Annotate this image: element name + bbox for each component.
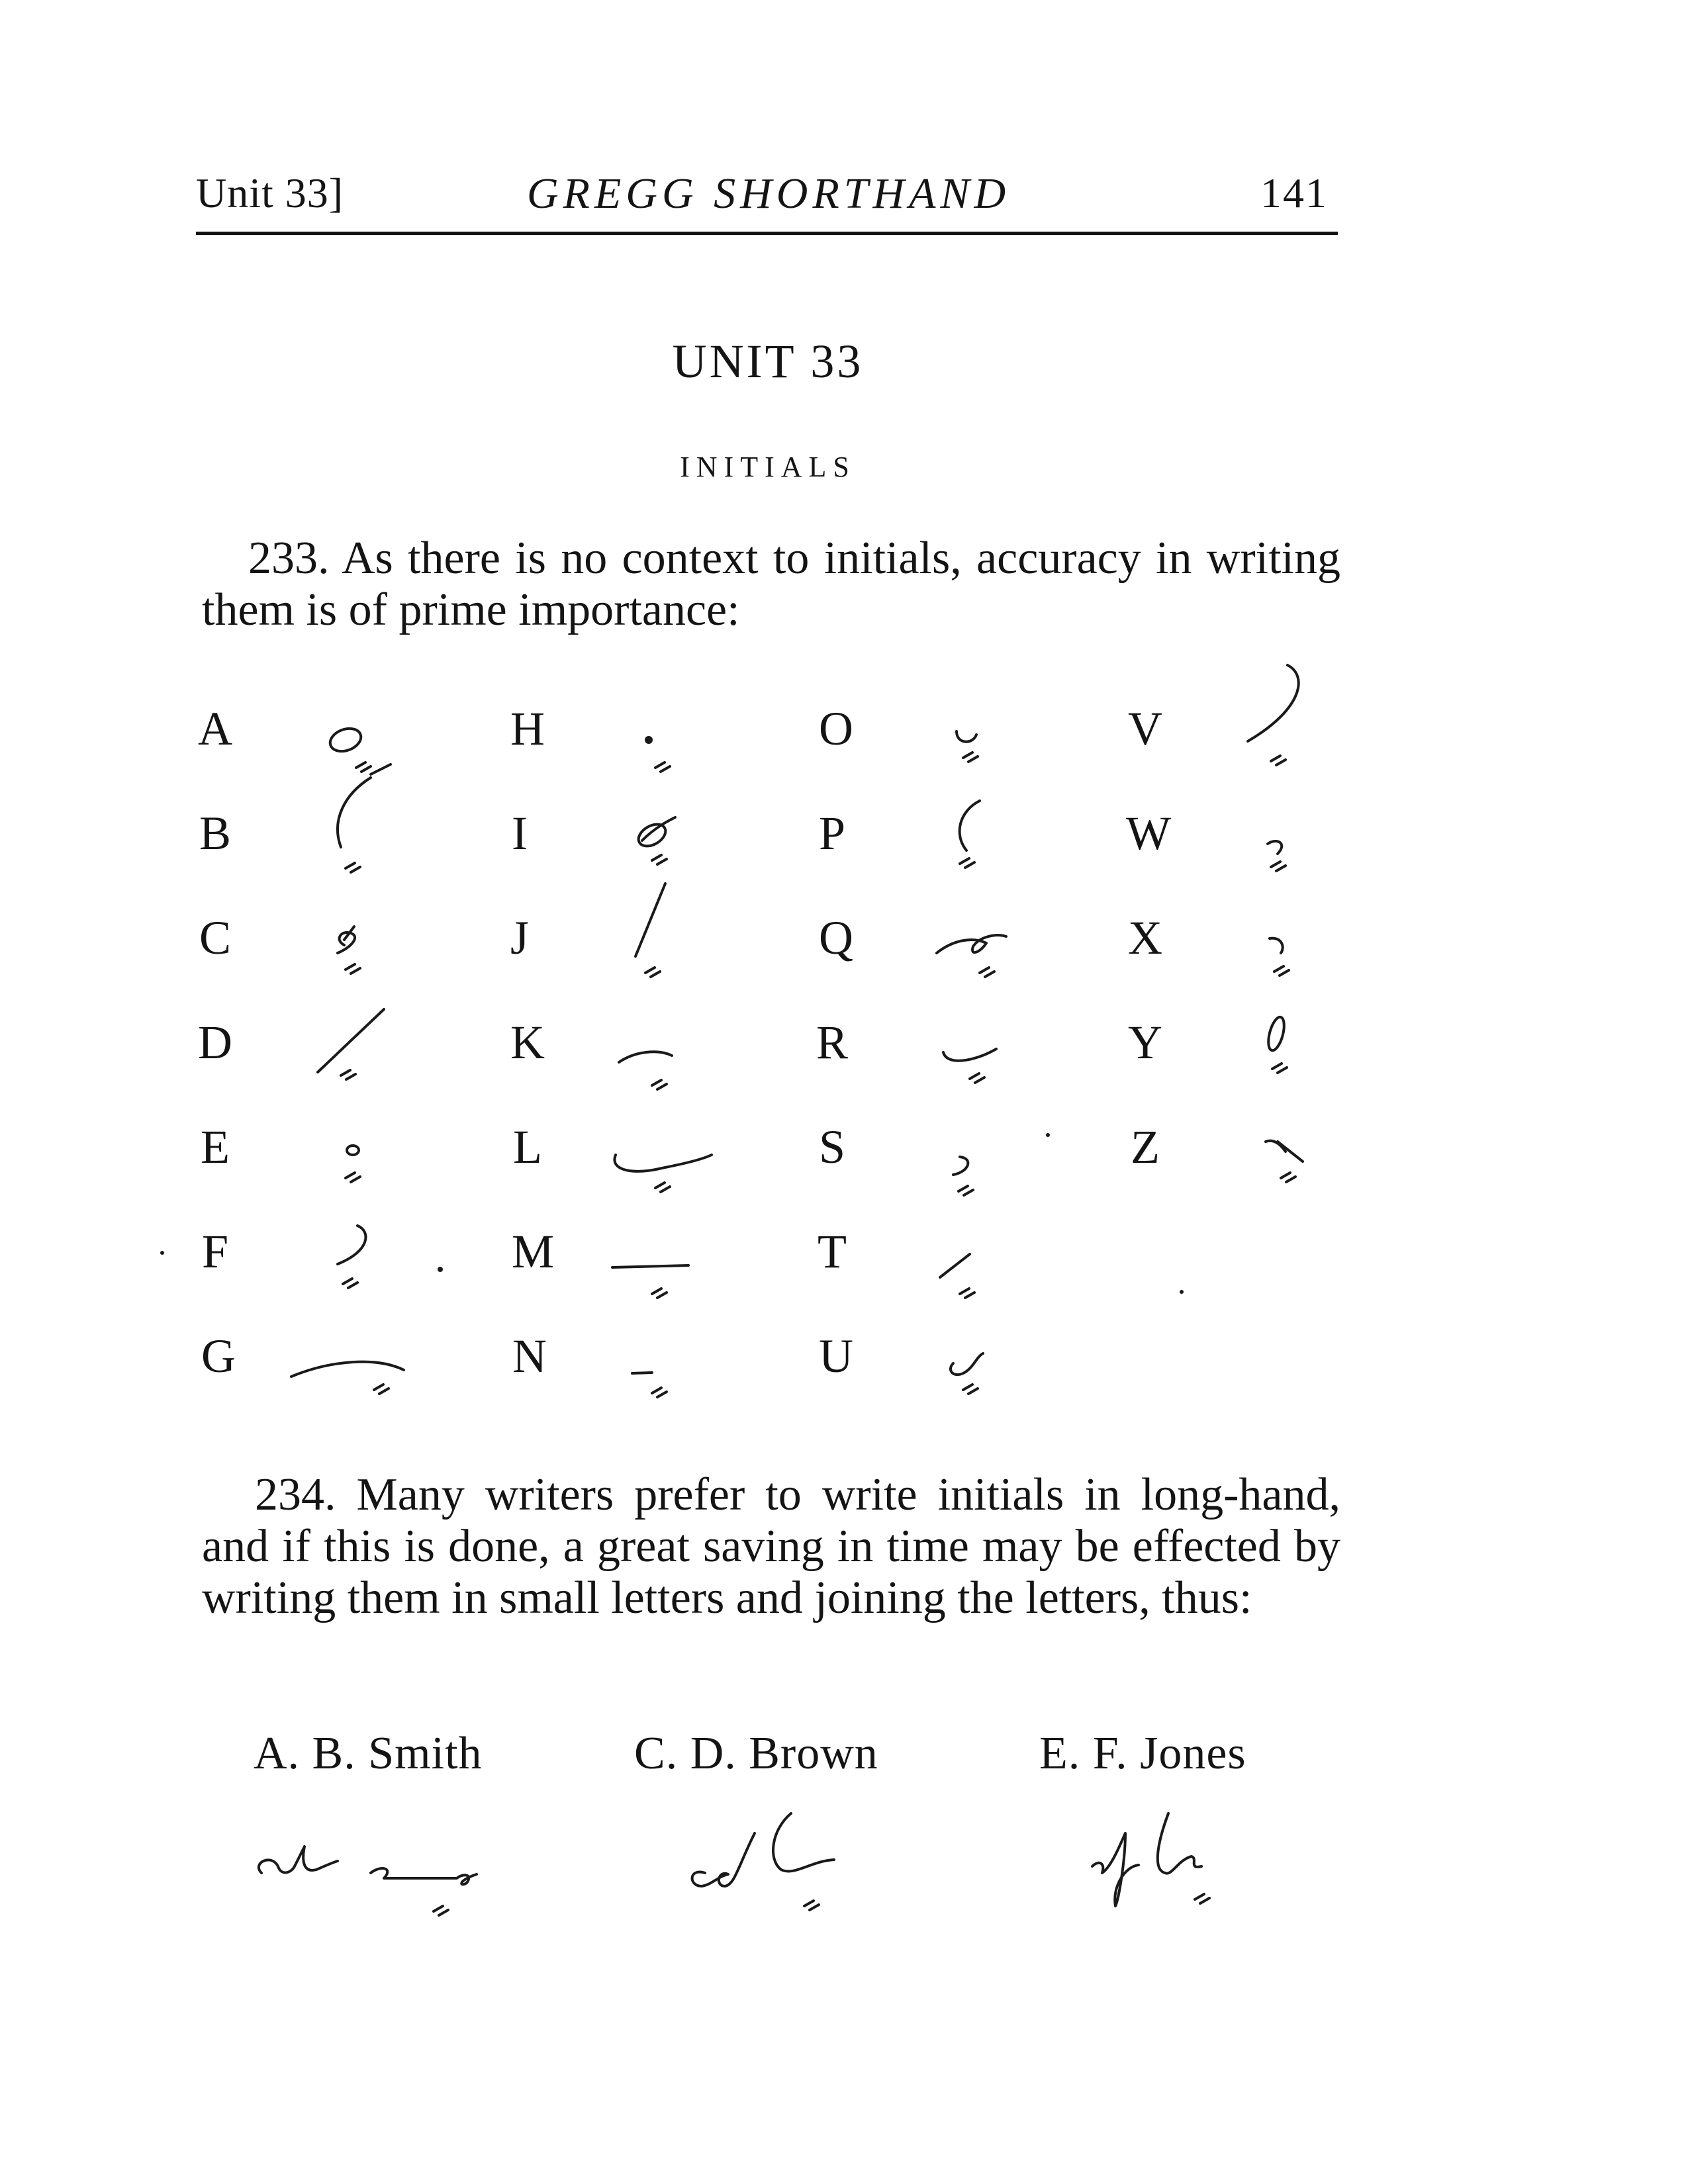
example-name: C. D. Brown <box>634 1728 878 1779</box>
running-header-unit: Unit 33] <box>196 169 344 216</box>
outline-z <box>160 1141 1303 1294</box>
outline-w <box>1268 841 1286 871</box>
outline-g <box>291 1362 404 1394</box>
initial-letter: S <box>818 1120 846 1173</box>
outline-k <box>619 1052 672 1089</box>
outline-r <box>943 1049 996 1083</box>
initial-letter: E <box>201 1120 230 1173</box>
example-ab-smith-outline <box>259 1846 477 1915</box>
outline-u <box>951 1353 983 1394</box>
outline-c <box>338 927 360 974</box>
initial-letter: M <box>511 1225 555 1278</box>
example-cd-brown-outline <box>692 1813 834 1910</box>
outline-p <box>960 801 980 868</box>
example-name: E. F. Jones <box>1039 1728 1246 1779</box>
outline-h <box>645 736 670 772</box>
outline-y <box>1266 1015 1288 1073</box>
initial-letter: T <box>818 1225 847 1278</box>
outline-s <box>953 1133 1050 1195</box>
outline-n <box>632 1373 667 1397</box>
initial-letter: A <box>198 702 232 755</box>
initial-letter: Q <box>819 911 853 964</box>
outline-q <box>937 935 1006 977</box>
outline-m <box>612 1265 688 1298</box>
initial-letter: P <box>818 807 846 860</box>
unit-title: UNIT 33 <box>672 335 864 388</box>
initial-letter: X <box>1128 911 1162 964</box>
initial-letter: W <box>1126 807 1171 860</box>
initial-letter: F <box>201 1225 229 1278</box>
initial-letter: R <box>816 1016 849 1069</box>
paragraph-234: 234. Many writers prefer to write initials in long-hand, and if this is done, a great saving in time may be effected by writing them in small letters and joining the letters, thus: <box>202 1469 1340 1623</box>
initial-letter: V <box>1128 702 1162 755</box>
outline-a <box>327 725 391 774</box>
example-ef-jones-outline <box>1092 1813 1209 1906</box>
initial-letter: O <box>819 702 853 755</box>
initial-letter: J <box>510 911 530 964</box>
initial-letter: C <box>199 911 232 964</box>
running-header-title: GREGG SHORTHAND <box>527 169 1011 218</box>
outline-d <box>318 1009 384 1079</box>
outline-x <box>1270 938 1289 976</box>
outline-e <box>346 1146 360 1182</box>
initial-letter: U <box>819 1330 853 1383</box>
initial-letter: H <box>510 702 545 755</box>
example-name: A. B. Smith <box>254 1728 483 1779</box>
initial-letter: G <box>201 1330 236 1383</box>
outline-t <box>940 1254 974 1298</box>
initial-letter: D <box>198 1016 232 1069</box>
outline-i <box>635 817 675 864</box>
outline-f <box>338 1226 443 1288</box>
outline-o <box>957 731 978 762</box>
initial-letter: K <box>510 1016 545 1069</box>
outline-j <box>635 884 665 977</box>
page-number: 141 <box>1260 169 1328 216</box>
outline-b <box>338 778 371 872</box>
paragraph-233: 233. As there is no context to initials, accuracy in writing them is of prime importance: <box>202 533 1340 635</box>
initial-letter: Y <box>1128 1016 1162 1069</box>
initial-letter: I <box>512 807 528 860</box>
initial-letter: Z <box>1131 1120 1160 1173</box>
outline-l <box>614 1155 712 1192</box>
initial-letter: L <box>513 1120 542 1173</box>
initial-letter: B <box>199 807 232 860</box>
unit-subtitle: INITIALS <box>680 451 856 483</box>
outline-v <box>1248 665 1299 765</box>
initial-letter: N <box>512 1330 547 1383</box>
